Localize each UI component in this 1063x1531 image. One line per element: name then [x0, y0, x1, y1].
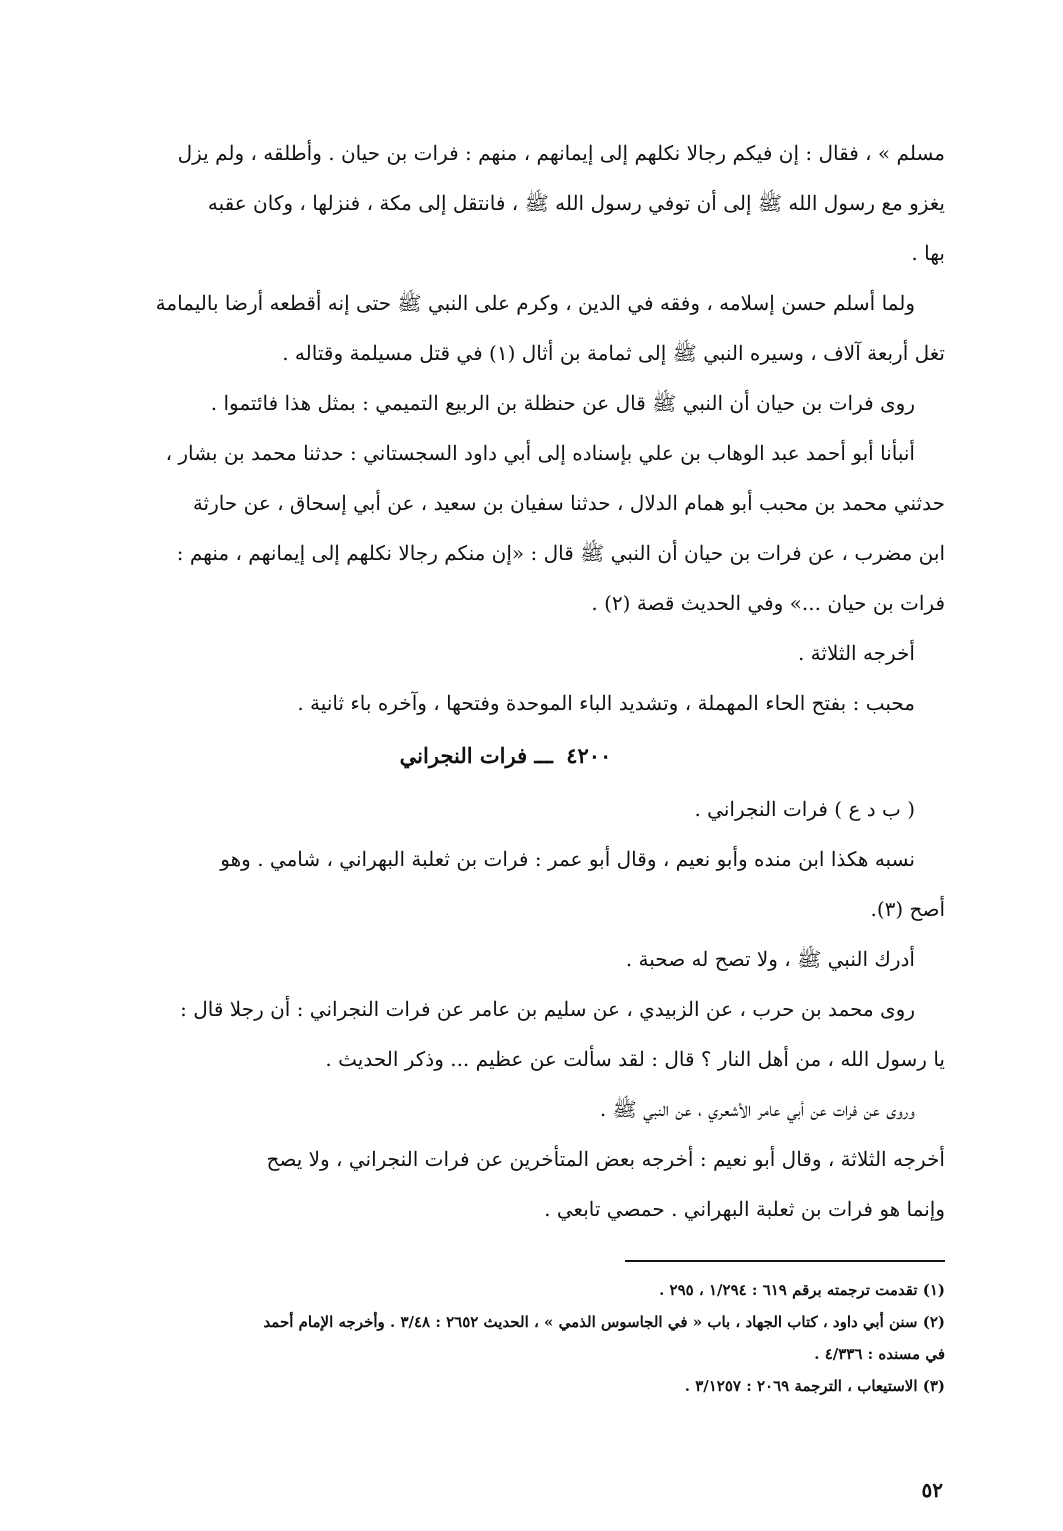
text-line: ( ب د ع ) فرات النجراني . — [694, 797, 915, 821]
text-line: فرات بن حيان ...» وفي الحديث قصة (٢) . — [591, 591, 945, 615]
text-line: أخرجه الثلاثة ، وقال أبو نعيم : أخرجه بعض المتأخرين عن فرات النجراني ، ولا يصح — [266, 1147, 945, 1171]
text-line: ولما أسلم حسن إسلامه ، وفقه في الدين ، وكرم على النبي ﷺ حتى إنه أقطعه أرضا باليمامة — [155, 291, 915, 315]
text-line: وروى عن فرات عن أبي عامر الأشعري ، عن النبي ﷺ . — [599, 1097, 915, 1121]
text-line: محبب : بفتح الحاء المهملة ، وتشديد الباء الموحدة وفتحها ، وآخره باء ثانية . — [297, 691, 915, 715]
text-line: أدرك النبي ﷺ ، ولا تصح له صحبة . — [625, 947, 915, 971]
text-line: أصح (٣). — [870, 897, 945, 921]
entry-number: ٤٢٠٠ — [566, 743, 612, 768]
page-number: ٥٢ — [921, 1478, 943, 1502]
main-text — [66, 128, 945, 728]
main-text-continued — [66, 784, 945, 1234]
text-line: تغل أربعة آلاف ، وسيره النبي ﷺ إلى ثمامة بن أثال (١) في قتل مسيلمة وقتاله . — [282, 341, 945, 365]
entry-title: فرات النجراني — [399, 743, 528, 768]
text-line: ابن مضرب ، عن فرات بن حيان أن النبي ﷺ قال : «إن منكم رجالا نكلهم إلى إيمانهم ، منهم : — [176, 541, 945, 565]
text-line: روى محمد بن حرب ، عن الزبيدي ، عن سليم بن عامر عن فرات النجراني : أن رجلا قال : — [180, 997, 915, 1021]
text-line: بها . — [911, 241, 945, 265]
text-line: يا رسول الله ، من أهل النار ؟ قال : لقد سألت عن عظيم ... وذكر الحديث . — [325, 1047, 945, 1071]
footnotes — [66, 1274, 945, 1402]
footnote: (٢) سنن أبي داود ، كتاب الجهاد ، باب « في الجاسوس الذمي » ، الحديث ٢٦٥٢ : ٣/٤٨ . وأخرجه الإمام أحمد — [263, 1313, 945, 1331]
footnote: (٣) الاستيعاب ، الترجمة ٢٠٦٩ : ٣/١٢٥٧ . — [684, 1377, 945, 1395]
text-line: روى فرات بن حيان أن النبي ﷺ قال عن حنظلة بن الربيع التميمي : بمثل هذا فائتموا . — [210, 391, 915, 415]
text-line: نسبه هكذا ابن منده وأبو نعيم ، وقال أبو عمر : فرات بن ثعلبة البهراني ، شامي . وهو — [220, 847, 915, 871]
text-line: وإنما هو فرات بن ثعلبة البهراني . حمصي تابعي . — [544, 1197, 945, 1221]
text-line: يغزو مع رسول الله ﷺ إلى أن توفي رسول الله ﷺ ، فانتقل إلى مكة ، فنزلها ، وكان عقبه — [207, 191, 945, 215]
entry-heading — [66, 728, 945, 784]
footnote: في مسنده : ٤/٣٣٦ . — [814, 1345, 945, 1363]
text-line: حدثني محمد بن محبب أبو همام الدلال ، حدثنا سفيان بن سعيد ، عن أبي إسحاق ، عن حارثة — [192, 491, 945, 515]
text-line: أخرجه الثلاثة . — [797, 641, 915, 665]
text-line: مسلم » ، فقال : إن فيكم رجالا نكلهم إلى إيمانهم ، منهم : فرات بن حيان . وأطلقه ، ولم يزل — [177, 141, 945, 165]
entry-dash: ـــ — [534, 743, 553, 768]
footnote: (١) تقدمت ترجمته برقم ٦١٩ : ١/٢٩٤ ، ٢٩٥ . — [659, 1281, 945, 1299]
text-line: أنبأنا أبو أحمد عبد الوهاب بن علي بإسناده إلى أبي داود السجستاني : حدثنا محمد بن بشار ، — [165, 441, 915, 465]
footnote-divider — [625, 1260, 945, 1262]
